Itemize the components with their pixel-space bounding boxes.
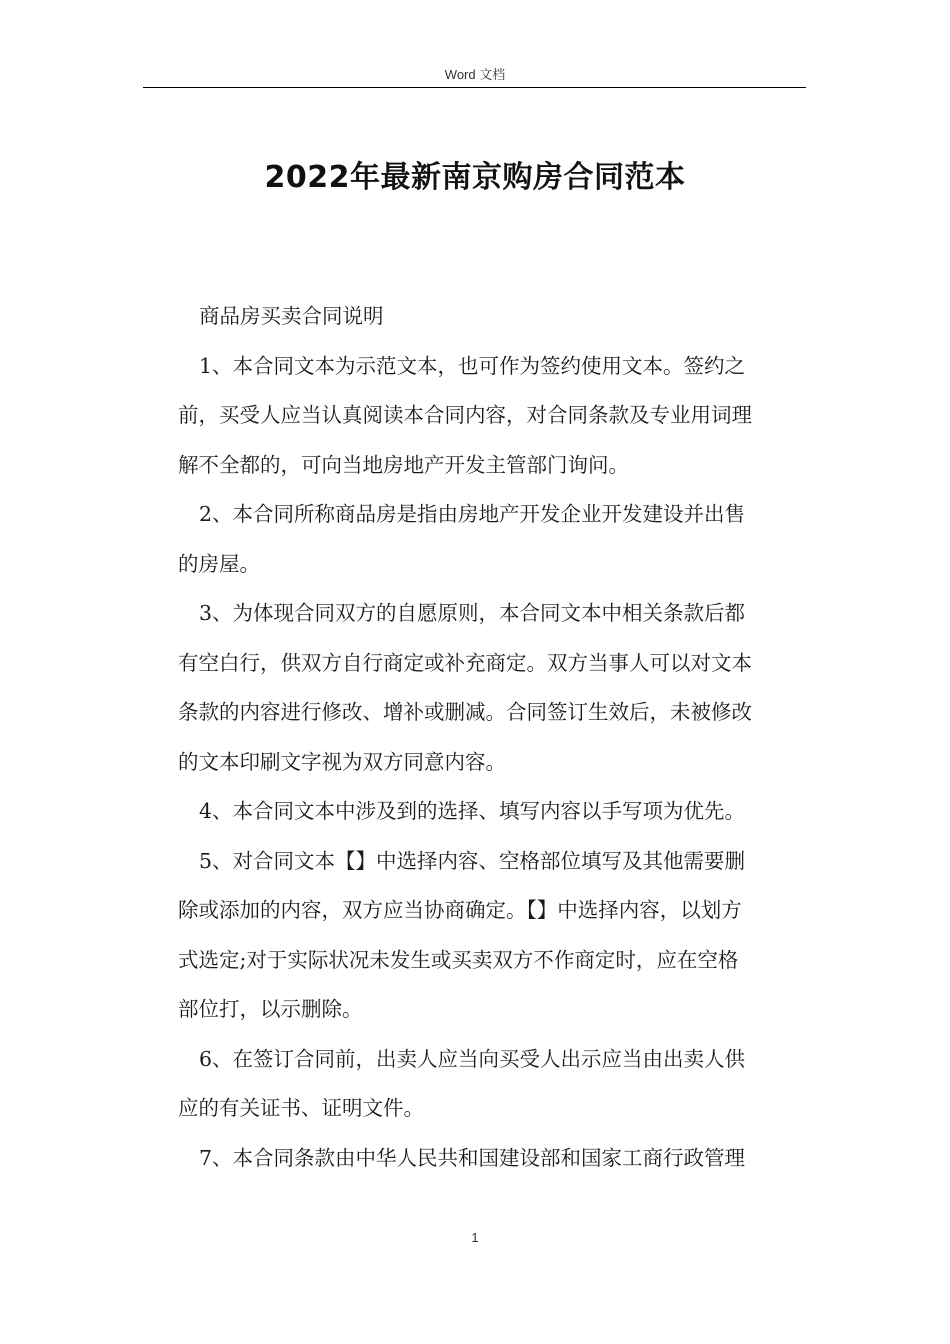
paragraph-line: 部位打，以示删除。 xyxy=(178,997,363,1021)
paragraph-item-1 xyxy=(178,342,814,491)
page-number: 1 xyxy=(471,1230,479,1245)
paragraph-line: 除或添加的内容，双方应当协商确定。【】中选择内容，以划方 xyxy=(178,898,742,922)
paragraph-intro xyxy=(178,292,814,342)
paragraph-item-4 xyxy=(178,787,814,837)
paragraph-line: 2、本合同所称商品房是指由房地产开发企业开发建设并出售 xyxy=(199,502,746,526)
paragraph-line: 3、为体现合同双方的自愿原则，本合同文本中相关条款后都 xyxy=(199,601,746,625)
paragraph-line: 式选定;对于实际状况未发生或买卖双方不作商定时，应在空格 xyxy=(178,947,739,972)
paragraph-line: 6、在签订合同前，出卖人应当向买受人出示应当由出卖人供 xyxy=(199,1046,746,1071)
document-title: 2022年最新南京购房合同范本 xyxy=(264,160,686,195)
paragraph-line: 的文本印刷文字视为双方同意内容。 xyxy=(178,749,506,774)
paragraph-line: 有空白行，供双方自行商定或补充商定。双方当事人可以对文本 xyxy=(178,650,752,675)
paragraph-line: 4、本合同文本中涉及到的选择、填写内容以手写项为优先。 xyxy=(199,799,746,823)
paragraph-line: 的房屋。 xyxy=(178,551,260,576)
paragraph-item-5 xyxy=(178,837,814,1035)
paragraph-line: 商品房买卖合同说明 xyxy=(199,304,384,328)
paragraph-item-6 xyxy=(178,1035,814,1134)
paragraph-line: 解不全都的，可向当地房地产开发主管部门询问。 xyxy=(178,452,629,477)
page-header-text: Word 文档 xyxy=(444,67,506,82)
header-divider xyxy=(143,87,806,88)
paragraph-item-7 xyxy=(178,1134,814,1184)
paragraph-line: 前，买受人应当认真阅读本合同内容，对合同条款及专业用词理 xyxy=(178,403,752,427)
paragraph-line: 1、本合同文本为示范文本，也可作为签约使用文本。签约之 xyxy=(199,353,746,378)
document-body xyxy=(178,292,814,1183)
paragraph-line: 7、本合同条款由中华人民共和国建设部和国家工商行政管理 xyxy=(199,1145,746,1170)
paragraph-line: 5、对合同文本【】中选择内容、空格部位填写及其他需要删 xyxy=(199,848,746,873)
paragraph-line: 应的有关证书、证明文件。 xyxy=(178,1096,424,1120)
paragraph-item-2 xyxy=(178,490,814,589)
paragraph-item-3 xyxy=(178,589,814,787)
paragraph-line: 条款的内容进行修改、增补或删减。合同签订生效后，未被修改 xyxy=(178,700,752,724)
